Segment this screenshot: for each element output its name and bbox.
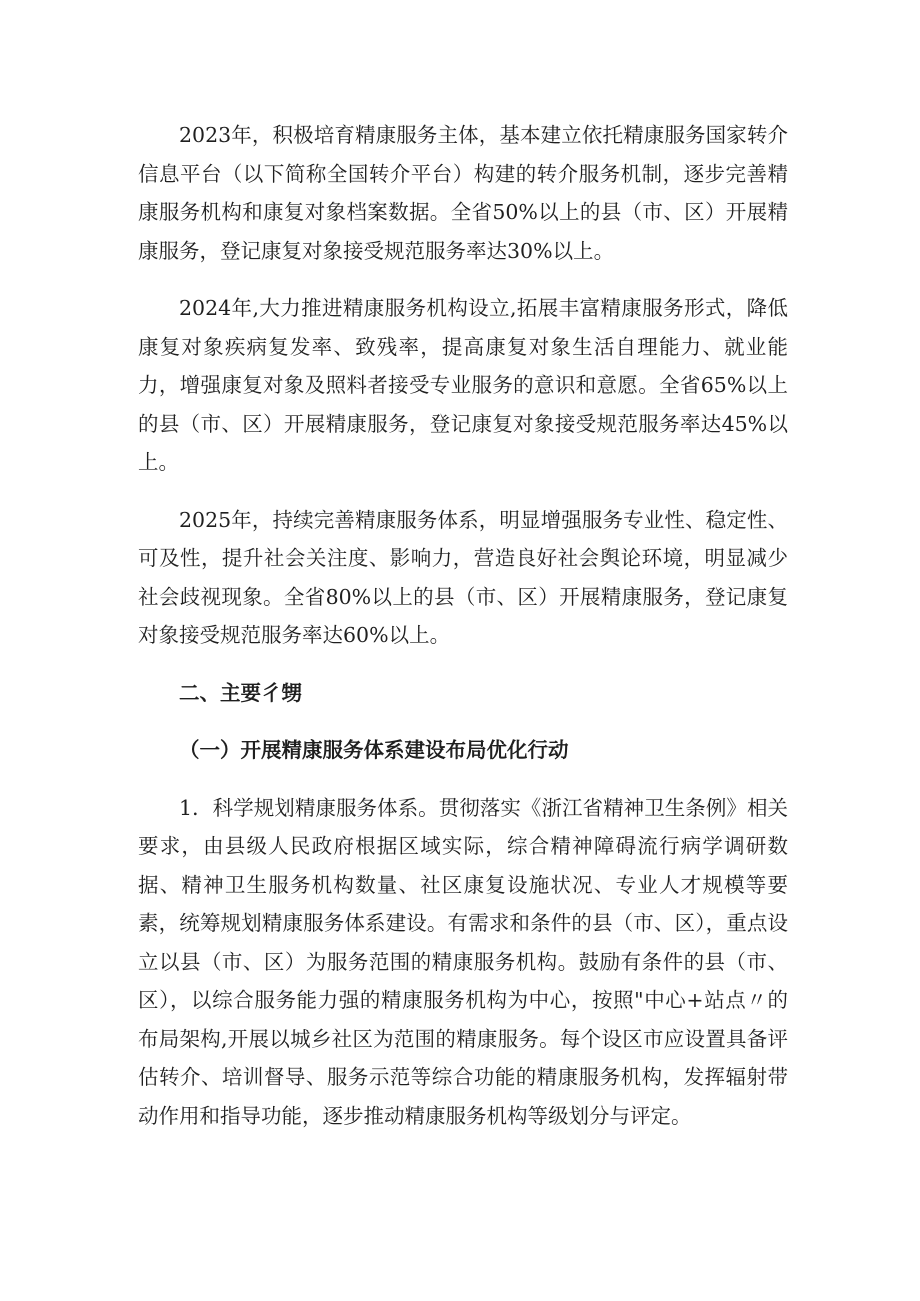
document-body xyxy=(138,116,788,1154)
paragraph-2024-goals: 2024年,大力推进精康服务机构设立,拓展丰富精康服务形式，降低康复对象疾病复发率、致残率，提高康复对象生活自理能力、就业能力，增强康复对象及照料者接受专业服务的意识和意愿。全省65%以上的县（市、区）开展精康服务，登记康复对象接受规范服务率达45%以上。 xyxy=(138,296,788,474)
subsection-heading: （一）开展精康服务体系建设布局优化行动 xyxy=(179,738,569,762)
paragraph-2025-goals: 2025年，持续完善精康服务体系，明显增强服务专业性、稳定性、可及性，提升社会关注度、影响力，营造良好社会舆论环境，明显减少社会歧视现象。全省80%以上的县（市、区）开展精康服务，登记康复对象接受规范服务率达60%以上。 xyxy=(138,507,788,647)
section-heading: 二、主要彳甥 xyxy=(179,680,302,705)
paragraph-item-1: 1．科学规划精康服务体系。贯彻落实《浙江省精神卫生条例》相关要求，由县级人民政府根据区域实际，综合精神障碍流行病学调研数据、精神卫生服务机构数量、社区康复设施状况、专业人才规模等要素，统筹规划精康服务体系建设。有需求和条件的县（市、区），重点设立以县（市、区）为服务范围的精康服务机构。鼓励有条件的县（市、区），以综合服务能力强的精康服务机构为中心，按照"中心+站点〃的布局架构,开展以城乡社区为范围的精康服务。每个设区市应设置具备评估转介、培训督导、服务示范等综合功能的精康服务机构，发挥辐射带动作用和指导功能，逐步推动精康服务机构等级划分与评定。 xyxy=(138,795,788,1128)
paragraph-2023-goals: 2023年，积极培育精康服务主体，基本建立依托精康服务国家转介信息平台（以下简称全国转介平台）构建的转介服务机制，逐步完善精康服务机构和康复对象档案数据。全省50%以上的县（市、区）开展精康服务，登记康复对象接受规范服务率达30%以上。 xyxy=(138,123,788,263)
